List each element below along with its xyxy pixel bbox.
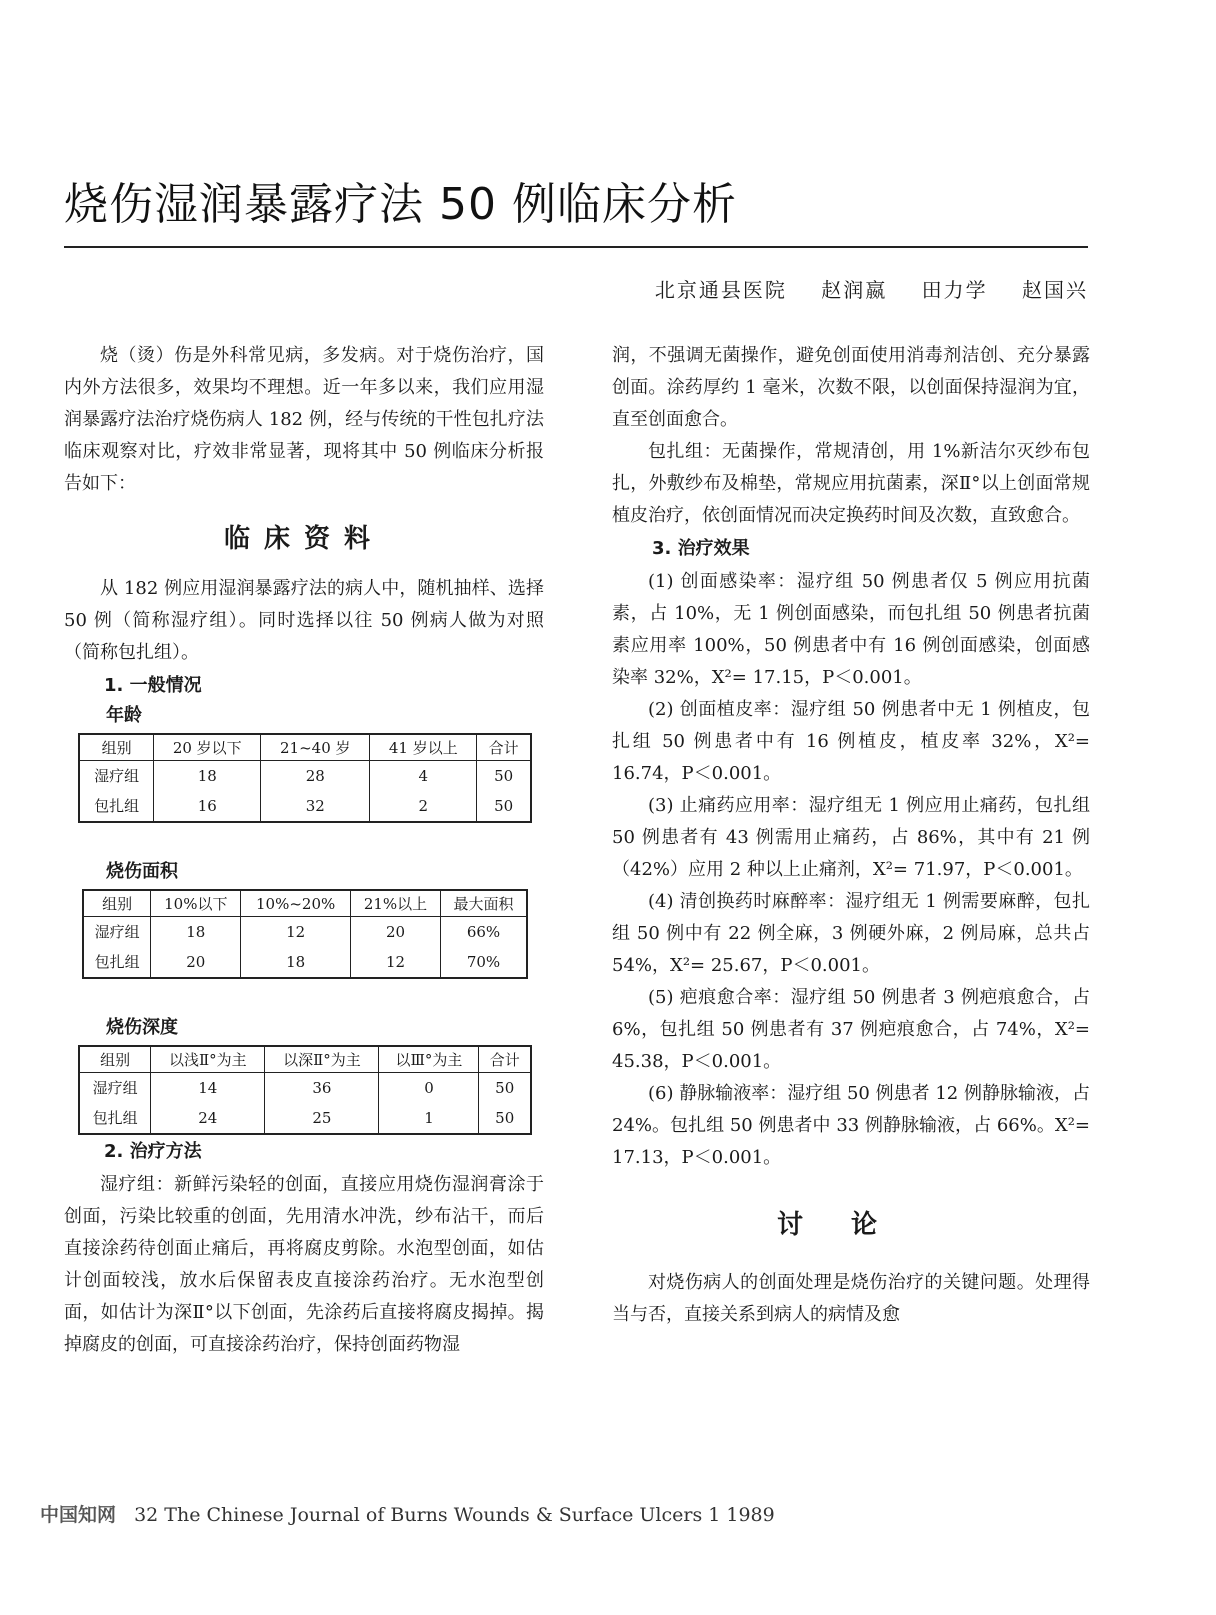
table-header-cell: 合计 — [479, 1046, 531, 1073]
table-header-cell: 10%以下 — [151, 890, 241, 917]
result-item: (4) 清创换药时麻醉率：湿疗组无 1 例需要麻醉，包扎组 50 例中有 22 例全麻，3 例硬外麻，2 例局麻，总共占 54%，X²= 25.67，P＜0.001。 — [612, 891, 1090, 976]
section-heading-discussion: 讨论 — [776, 1210, 925, 1240]
table-burn-area — [82, 889, 528, 979]
table-header-cell: 41 岁以上 — [370, 734, 477, 761]
table-cell: 18 — [241, 947, 351, 978]
table-cell: 湿疗组 — [79, 761, 154, 792]
table-row — [79, 1103, 531, 1134]
table-cell: 50 — [477, 791, 531, 822]
paragraph: 包扎组：无菌操作，常规清创，用 1%新洁尔灭纱布包扎，外敷纱布及棉垫，常规应用抗菌素，深Ⅱ°以上创面常规植皮治疗，依创面情况而决定换药时间及次数，直致愈合。 — [612, 441, 1090, 526]
table-header-cell: 21%以上 — [351, 890, 441, 917]
intro-paragraph: 烧（烫）伤是外科常见病，多发病。对于烧伤治疗，国内外方法很多，效果均不理想。近一年多以来，我们应用湿润暴露疗法治疗烧伤病人 182 例，经与传统的干性包扎疗法临床观察对比，疗效非常显著，现将其中 50 例临床分析报告如下： — [64, 345, 544, 494]
subheading-general: 1. 一般情况 — [104, 675, 202, 696]
table-cell: 12 — [351, 947, 441, 978]
table-cell: 湿疗组 — [83, 917, 151, 948]
table-header-cell: 10%~20% — [241, 890, 351, 917]
table-cell: 20 — [351, 917, 441, 948]
table-cell: 1 — [379, 1103, 479, 1134]
result-item: (6) 静脉输液率：湿疗组 50 例患者 12 例静脉输液，占 24%。包扎组 50 例患者中 33 例静脉输液，占 66%。X²= 17.13，P＜0.001。 — [612, 1083, 1090, 1168]
table-cell: 25 — [265, 1103, 379, 1134]
paragraph: 从 182 例应用湿润暴露疗法的病人中，随机抽样、选择 50 例（简称湿疗组）。同时选择以往 50 例病人做为对照（简称包扎组）。 — [64, 578, 544, 663]
left-column — [64, 340, 544, 1361]
table-cell: 28 — [261, 761, 370, 792]
result-item: (5) 疤痕愈合率：湿疗组 50 例患者 3 例疤痕愈合，占 6%，包扎组 50 例患者有 37 例疤痕愈合，占 74%，X²= 45.38，P＜0.001。 — [612, 987, 1090, 1072]
table-row — [83, 947, 527, 978]
table-age — [78, 733, 532, 823]
subheading-effect: 3. 治疗效果 — [652, 538, 750, 559]
table-header-cell: 以浅Ⅱ°为主 — [151, 1046, 265, 1073]
right-column — [612, 340, 1090, 1331]
table-caption-age: 年龄 — [106, 705, 142, 726]
journal-footer-text: 32 The Chinese Journal of Burns Wounds & Surface Ulcers 1 1989 — [134, 1504, 775, 1526]
table-cell: 包扎组 — [79, 1103, 151, 1134]
table-burn-depth — [78, 1045, 532, 1135]
table-cell: 24 — [151, 1103, 265, 1134]
author-name: 赵润嬴 — [821, 278, 888, 302]
cnki-watermark-logo: 中国知网 — [40, 1504, 117, 1526]
table-header-cell: 组别 — [79, 734, 154, 761]
table-cell: 70% — [441, 947, 528, 978]
title-rule — [64, 246, 1088, 248]
author-line — [629, 274, 1088, 303]
table-cell: 包扎组 — [79, 791, 154, 822]
table-cell: 32 — [261, 791, 370, 822]
table-caption-burn-depth: 烧伤深度 — [106, 1017, 178, 1038]
table-cell: 2 — [370, 791, 477, 822]
table-header-cell: 合计 — [477, 734, 531, 761]
section-heading-clinical-data: 临床资料 — [223, 524, 384, 554]
table-header-cell: 组别 — [79, 1046, 151, 1073]
table-cell: 18 — [154, 761, 261, 792]
author-affiliation: 北京通县医院 — [654, 278, 787, 302]
table-row — [79, 761, 531, 792]
subheading-method: 2. 治疗方法 — [104, 1141, 202, 1162]
page-footer — [40, 1500, 775, 1527]
table-header-cell: 20 岁以下 — [154, 734, 261, 761]
table-cell: 18 — [151, 917, 241, 948]
table-cell: 14 — [151, 1073, 265, 1104]
result-item: (2) 创面植皮率：湿疗组 50 例患者中无 1 例植皮，包扎组 50 例患者中有 16 例植皮，植皮率 32%，X²= 16.74，P＜0.001。 — [612, 699, 1090, 784]
table-cell: 50 — [479, 1073, 531, 1104]
table-header-cell: 组别 — [83, 890, 151, 917]
table-cell: 50 — [477, 761, 531, 792]
table-row — [79, 791, 531, 822]
table-cell: 66% — [441, 917, 528, 948]
table-cell: 36 — [265, 1073, 379, 1104]
table-row — [83, 917, 527, 948]
table-cell: 12 — [241, 917, 351, 948]
table-cell: 50 — [479, 1103, 531, 1134]
table-cell: 20 — [151, 947, 241, 978]
table-caption-burn-area: 烧伤面积 — [106, 861, 178, 882]
table-header-cell: 21~40 岁 — [261, 734, 370, 761]
table-header-cell: 以Ⅲ°为主 — [379, 1046, 479, 1073]
table-row — [79, 1073, 531, 1104]
table-header-cell: 以深Ⅱ°为主 — [265, 1046, 379, 1073]
author-name: 赵国兴 — [1022, 278, 1088, 302]
paragraph: 湿疗组：新鲜污染轻的创面，直接应用烧伤湿润膏涂于创面，污染比较重的创面，先用清水冲洗，纱布沾干，而后直接涂药待创面止痛后，再将腐皮剪除。水泡型创面，如估计创面较浅，放水后保留表皮直接涂药治疗。无水泡型创面，如估计为深Ⅱ°以下创面，先涂药后直接将腐皮揭掉。揭掉腐皮的创面，可直接涂药治疗，保持创面药物湿 — [64, 1174, 544, 1355]
table-cell: 4 — [370, 761, 477, 792]
paragraph: 润，不强调无菌操作，避免创面使用消毒剂洁创、充分暴露创面。涂药厚约 1 毫米，次数不限，以创面保持湿润为宜，直至创面愈合。 — [612, 345, 1090, 430]
table-cell: 0 — [379, 1073, 479, 1104]
result-item: (3) 止痛药应用率：湿疗组无 1 例应用止痛药，包扎组 50 例患者有 43 例需用止痛药，占 86%，其中有 21 例（42%）应用 2 种以上止痛剂，X²= 71.97，P＜0.001。 — [612, 795, 1090, 880]
article-title: 烧伤湿润暴露疗法 50 例临床分析 — [64, 179, 737, 230]
table-cell: 湿疗组 — [79, 1073, 151, 1104]
author-name: 田力学 — [921, 278, 988, 302]
result-item: (1) 创面感染率：湿疗组 50 例患者仅 5 例应用抗菌素，占 10%，无 1 例创面感染，而包扎组 50 例患者抗菌素应用率 100%，50 例患者中有 16 例创面感染，创面感染率 32%，X²= 17.15，P＜0.001。 — [612, 571, 1090, 688]
table-cell: 16 — [154, 791, 261, 822]
paragraph: 对烧伤病人的创面处理是烧伤治疗的关键问题。处理得当与否，直接关系到病人的病情及愈 — [612, 1272, 1090, 1325]
table-cell: 包扎组 — [83, 947, 151, 978]
table-header-cell: 最大面积 — [441, 890, 528, 917]
